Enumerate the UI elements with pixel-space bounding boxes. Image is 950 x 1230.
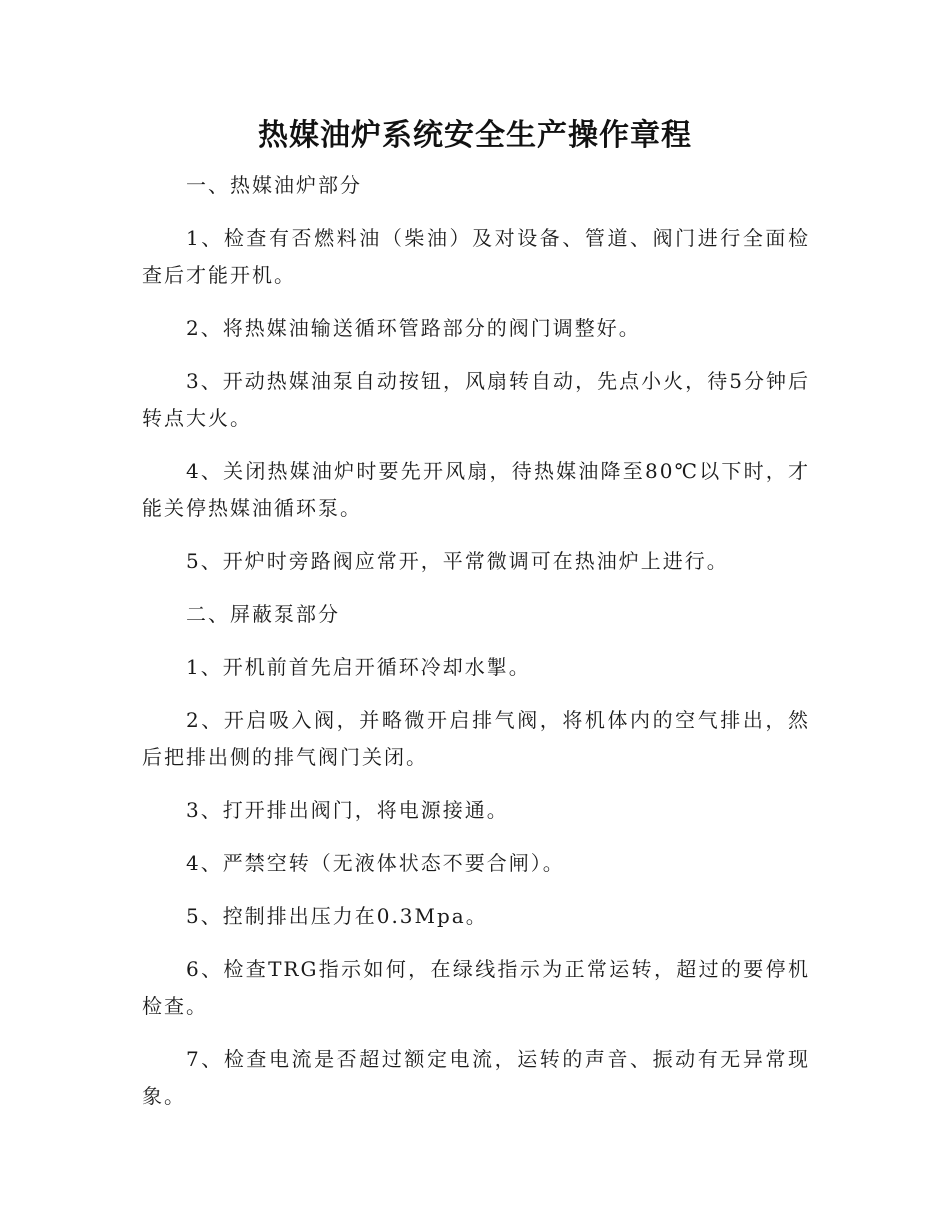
paragraph: 6、检查TRG指示如何，在绿线指示为正常运转，超过的要停机检查。 xyxy=(142,957,810,1018)
section-heading-pump: 二、屏蔽泵部分 xyxy=(186,602,340,626)
paragraph: 1、开机前首先启开循环冷却水掣。 xyxy=(186,655,531,679)
document-title: 热媒油炉系统安全生产操作章程 xyxy=(258,118,692,153)
paragraph: 5、控制排出压力在0.3Mpa。 xyxy=(186,904,488,928)
paragraph: 3、打开排出阀门，将电源接通。 xyxy=(186,798,509,822)
paragraph: 4、严禁空转（无液体状态不要合闸）。 xyxy=(186,851,565,875)
paragraph: 2、开启吸入阀，并略微开启排气阀，将机体内的空气排出，然后把排出侧的排气阀门关闭。 xyxy=(142,708,810,769)
document-body xyxy=(142,167,810,1131)
paragraph: 3、开动热媒油泵自动按钮，风扇转自动，先点小火，待5分钟后转点大火。 xyxy=(142,369,810,430)
paragraph: 1、检查有否燃料油（柴油）及对设备、管道、阀门进行全面检查后才能开机。 xyxy=(142,226,810,287)
paragraph: 2、将热媒油输送循环管路部分的阀门调整好。 xyxy=(186,316,641,340)
paragraph: 5、开炉时旁路阀应常开，平常微调可在热油炉上进行。 xyxy=(186,549,729,573)
paragraph: 4、关闭热媒油炉时要先开风扇，待热媒油降至80℃以下时，才能关停热媒油循环泵。 xyxy=(142,459,810,520)
paragraph: 7、检查电流是否超过额定电流，运转的声音、振动有无异常现象。 xyxy=(142,1047,810,1108)
section-heading-furnace: 一、热媒油炉部分 xyxy=(186,173,362,197)
